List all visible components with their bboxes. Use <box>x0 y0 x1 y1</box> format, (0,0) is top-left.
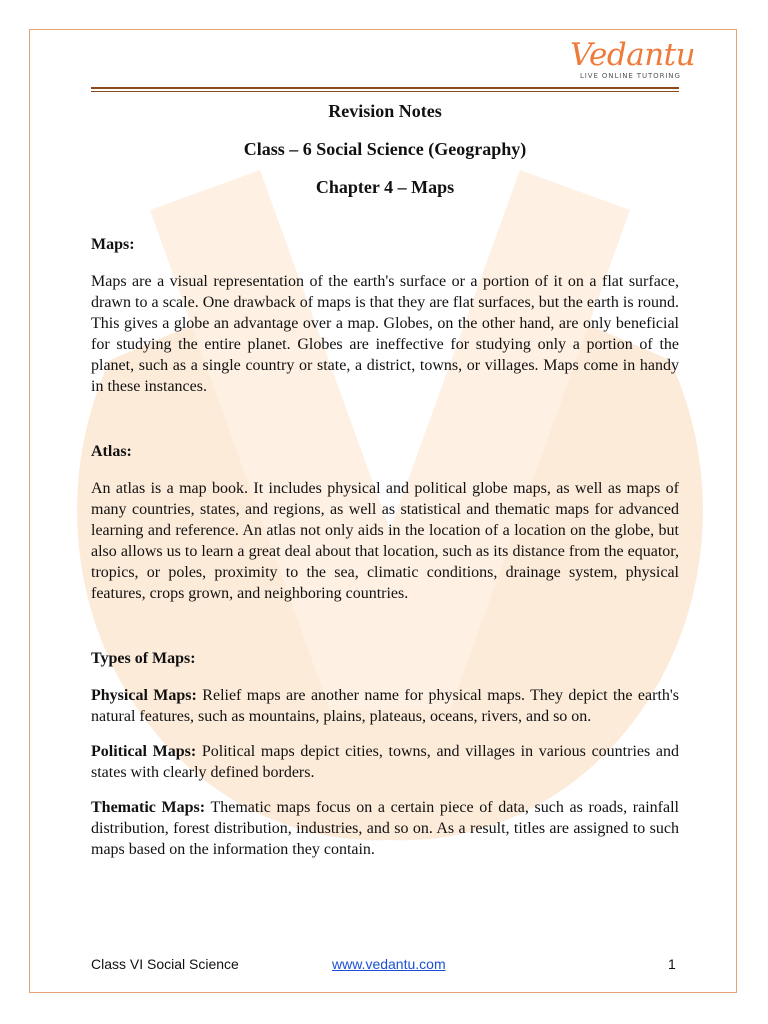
header-rule-thin <box>91 91 679 92</box>
footer-website-link[interactable]: www.vedantu.com <box>332 956 446 972</box>
section-heading-maps: Maps: <box>91 236 135 253</box>
vedantu-logo <box>570 36 696 84</box>
thematic-maps-label: Thematic Maps: <box>91 799 206 816</box>
physical-maps-label: Physical Maps: <box>91 687 197 704</box>
doc-title: Revision Notes <box>328 101 442 121</box>
footer-course: Class VI Social Science <box>91 956 239 972</box>
header-rule <box>91 87 679 89</box>
paragraph-atlas: An atlas is a map book. It includes physical and political globe maps, as well as maps of many countries, states, and regions, as well as statistical and thematic maps for advanced learning and reference. An atlas not only aids in the location of a location on the globe, but also allows us to learn a great deal about that location, such as its distance from the equator, tropics, or poles, proximity to the sea, climatic conditions, drainage system, physical features, crops grown, and neighboring countries. <box>91 480 679 602</box>
logo-wordmark: Vedantu <box>570 37 696 73</box>
section-heading-atlas: Atlas: <box>91 443 132 460</box>
page-number: 1 <box>668 956 676 972</box>
paragraph-maps: Maps are a visual representation of the earth's surface or a portion of it on a flat surface, drawn to a scale. One drawback of maps is that they are flat surfaces, but the earth is round. This gives a globe an advantage over a map. Globes, on the other hand, are only beneficial for studying the entire planet. Globes are ineffective for studying only a portion of the planet, such as a single country or state, a district, towns, or villages. Maps come in handy in these instances. <box>91 273 679 395</box>
paragraph-physical-maps <box>91 685 679 727</box>
doc-subtitle: Class – 6 Social Science (Geography) <box>243 139 527 159</box>
section-heading-types: Types of Maps: <box>91 650 196 667</box>
political-maps-text: Political maps depict cities, towns, and villages in various countries and states with clearly defined borders. <box>91 743 679 781</box>
physical-maps-text: Relief maps are another name for physical maps. They depict the earth's natural features, such as mountains, plains, plateaus, oceans, rivers, and so on. <box>91 687 679 725</box>
chapter-title: Chapter 4 – Maps <box>315 177 455 197</box>
paragraph-thematic-maps <box>91 797 679 860</box>
political-maps-label: Political Maps: <box>91 743 197 760</box>
paragraph-political-maps <box>91 741 679 783</box>
thematic-maps-text: Thematic maps focus on a certain piece of data, such as roads, rainfall distribution, forest distribution, industries, and so on. As a result, titles are assigned to such maps based on the information they contain. <box>91 799 679 858</box>
logo-tagline: LIVE ONLINE TUTORING <box>580 72 681 80</box>
page-content <box>91 96 679 860</box>
